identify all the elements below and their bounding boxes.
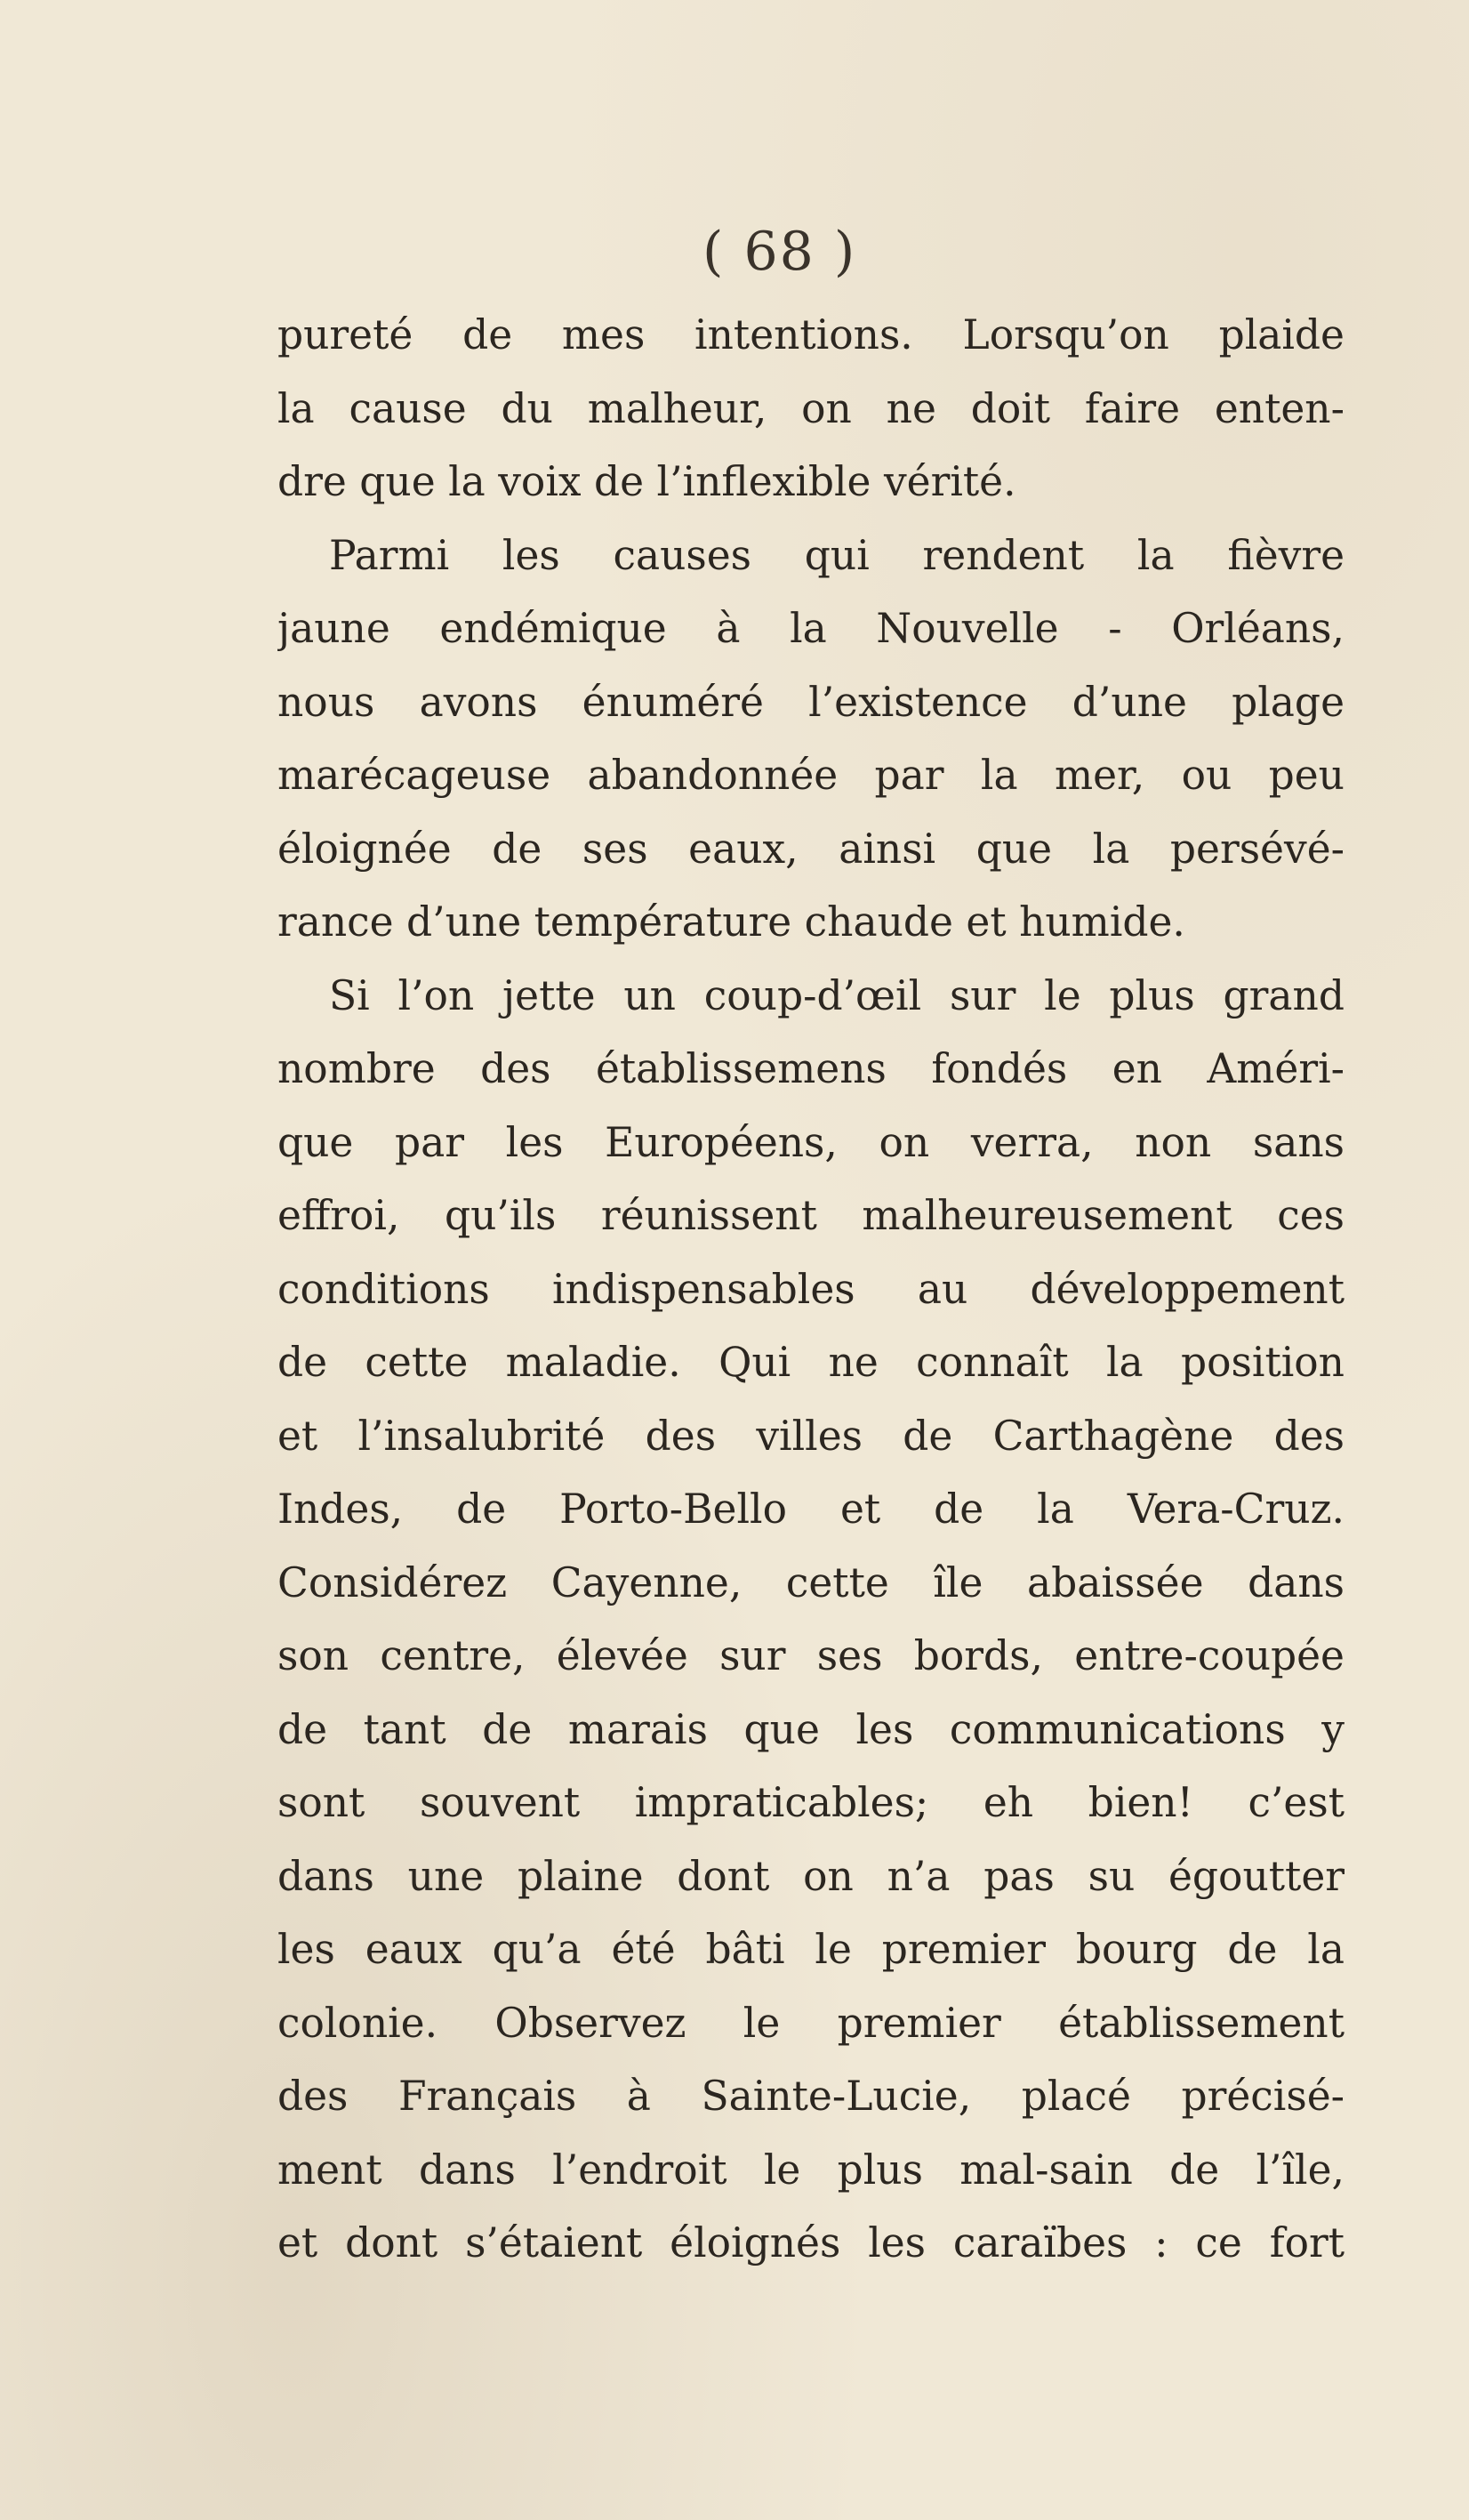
text-line: effroi, qu’ils réunissent malheureusement ces bbox=[277, 1192, 1345, 1239]
text-line: marécageuse abandonnée par la mer, ou peu bbox=[277, 752, 1345, 799]
text-line: que par les Européens, on verra, non sans bbox=[277, 1118, 1345, 1166]
text-line: de cette maladie. Qui ne connaît la position bbox=[277, 1339, 1345, 1386]
text-line: dre que la voix de l’inflexible vérité. bbox=[277, 458, 1016, 505]
text-line: dans une plaine dont on n’a pas su égoutter bbox=[277, 1852, 1345, 1900]
text-line: jaune endémique à la Nouvelle - Orléans, bbox=[277, 605, 1345, 652]
body-text bbox=[277, 299, 1345, 2281]
text-line: ment dans l’endroit le plus mal-sain de l’île, bbox=[277, 2146, 1345, 2194]
text-line: nombre des établissemens fondés en Améri- bbox=[277, 1045, 1345, 1092]
text-line: conditions indispensables au développement bbox=[277, 1265, 1345, 1313]
text-line: éloignée de ses eaux, ainsi que la persévé- bbox=[277, 825, 1345, 873]
text-line: Considérez Cayenne, cette île abaissée dans bbox=[277, 1558, 1345, 1606]
text-line: des Français à Sainte-Lucie, placé précisé- bbox=[277, 2073, 1345, 2120]
text-line: et l’insalubrité des villes de Carthagène des bbox=[277, 1412, 1345, 1460]
text-line: colonie. Observez le premier établissement bbox=[277, 1999, 1345, 2047]
text-line: de tant de marais que les communications y bbox=[277, 1705, 1345, 1753]
text-line: Indes, de Porto-Bello et de la Vera-Cruz. bbox=[277, 1485, 1345, 1533]
text-line: pureté de mes intentions. Lorsqu’on plaide bbox=[277, 311, 1345, 358]
text-line: et dont s’étaient éloignés les caraïbes : ce fort bbox=[277, 2219, 1345, 2266]
text-line: nous avons énuméré l’existence d’une plage bbox=[277, 678, 1345, 726]
text-line: les eaux qu’a été bâti le premier bourg de la bbox=[277, 1926, 1345, 1973]
page-number: ( 68 ) bbox=[702, 221, 857, 283]
text-line: Si l’on jette un coup-d’œil sur le plus grand bbox=[329, 971, 1345, 1019]
text-line: son centre, élevée sur ses bords, entre-coupée bbox=[277, 1632, 1345, 1679]
text-line: la cause du malheur, on ne doit faire enten- bbox=[277, 384, 1345, 432]
text-line: rance d’une température chaude et humide. bbox=[277, 898, 1185, 946]
text-line: Parmi les causes qui rendent la fièvre bbox=[329, 531, 1345, 579]
text-line: sont souvent impraticables; eh bien! c’est bbox=[277, 1779, 1345, 1826]
